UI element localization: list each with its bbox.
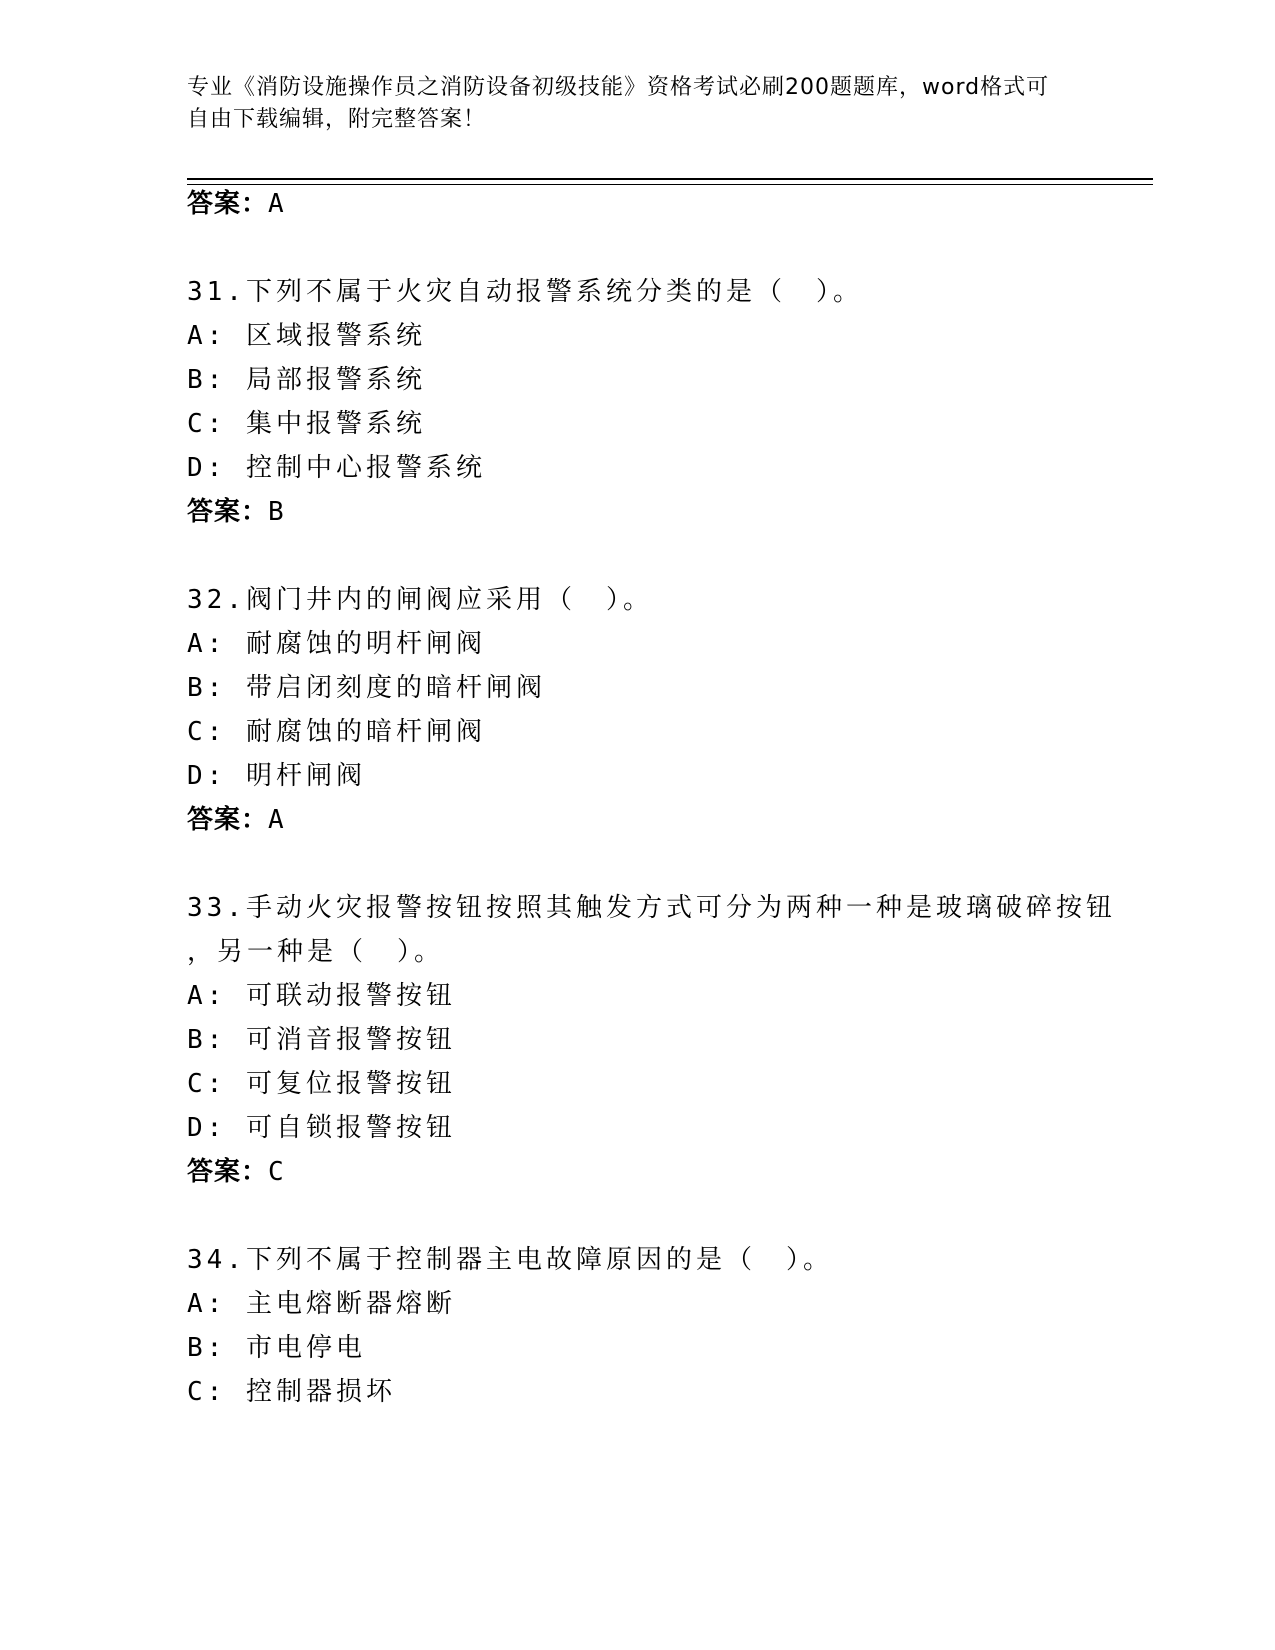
option-b: B: 带启闭刻度的暗杆闸阀 — [187, 673, 546, 703]
answer-line — [187, 494, 285, 530]
answer-label: 答案： — [187, 189, 269, 219]
option-d: D: 明杆闸阀 — [187, 761, 366, 791]
answer-value: C — [268, 1157, 285, 1187]
answer-value: B — [268, 497, 285, 527]
option-c: C: 可复位报警按钮 — [187, 1069, 456, 1099]
question-stem-continued: ，另一种是（ ）。 — [187, 937, 445, 967]
question-stem: 33.手动火灾报警按钮按照其触发方式可分为两种一种是玻璃破碎按钮 — [187, 893, 1116, 923]
option-b: B: 可消音报警按钮 — [187, 1025, 456, 1055]
option-c: C: 控制器损坏 — [187, 1377, 396, 1407]
option-a: A: 主电熔断器熔断 — [187, 1289, 456, 1319]
option-a: A: 可联动报警按钮 — [187, 981, 456, 1011]
answer-line — [187, 186, 285, 222]
answer-value: A — [268, 805, 285, 835]
question-stem: 34.下列不属于控制器主电故障原因的是（ ）。 — [187, 1245, 833, 1275]
answer-line — [187, 802, 285, 838]
answer-label: 答案： — [187, 497, 269, 527]
question-stem: 31.下列不属于火灾自动报警系统分类的是（ ）。 — [187, 277, 863, 307]
option-b: B: 局部报警系统 — [187, 365, 426, 395]
question-stem: 32.阀门井内的闸阀应采用（ ）。 — [187, 585, 653, 615]
option-c: C: 耐腐蚀的暗杆闸阀 — [187, 717, 486, 747]
answer-label: 答案： — [187, 1157, 269, 1187]
header-divider-thin — [187, 184, 1153, 185]
answer-line — [187, 1154, 285, 1190]
answer-value: A — [268, 189, 285, 219]
header-divider-thick — [187, 178, 1153, 180]
page-header: 专业《消防设施操作员之消防设备初级技能》资格考试必刷200题题库，word格式可自由下载编辑，附完整答案！ — [187, 75, 1050, 132]
option-d: D: 控制中心报警系统 — [187, 453, 486, 483]
option-c: C: 集中报警系统 — [187, 409, 426, 439]
option-d: D: 可自锁报警按钮 — [187, 1113, 456, 1143]
option-b: B: 市电停电 — [187, 1333, 366, 1363]
answer-label: 答案： — [187, 805, 269, 835]
option-a: A: 耐腐蚀的明杆闸阀 — [187, 629, 486, 659]
option-a: A: 区域报警系统 — [187, 321, 426, 351]
